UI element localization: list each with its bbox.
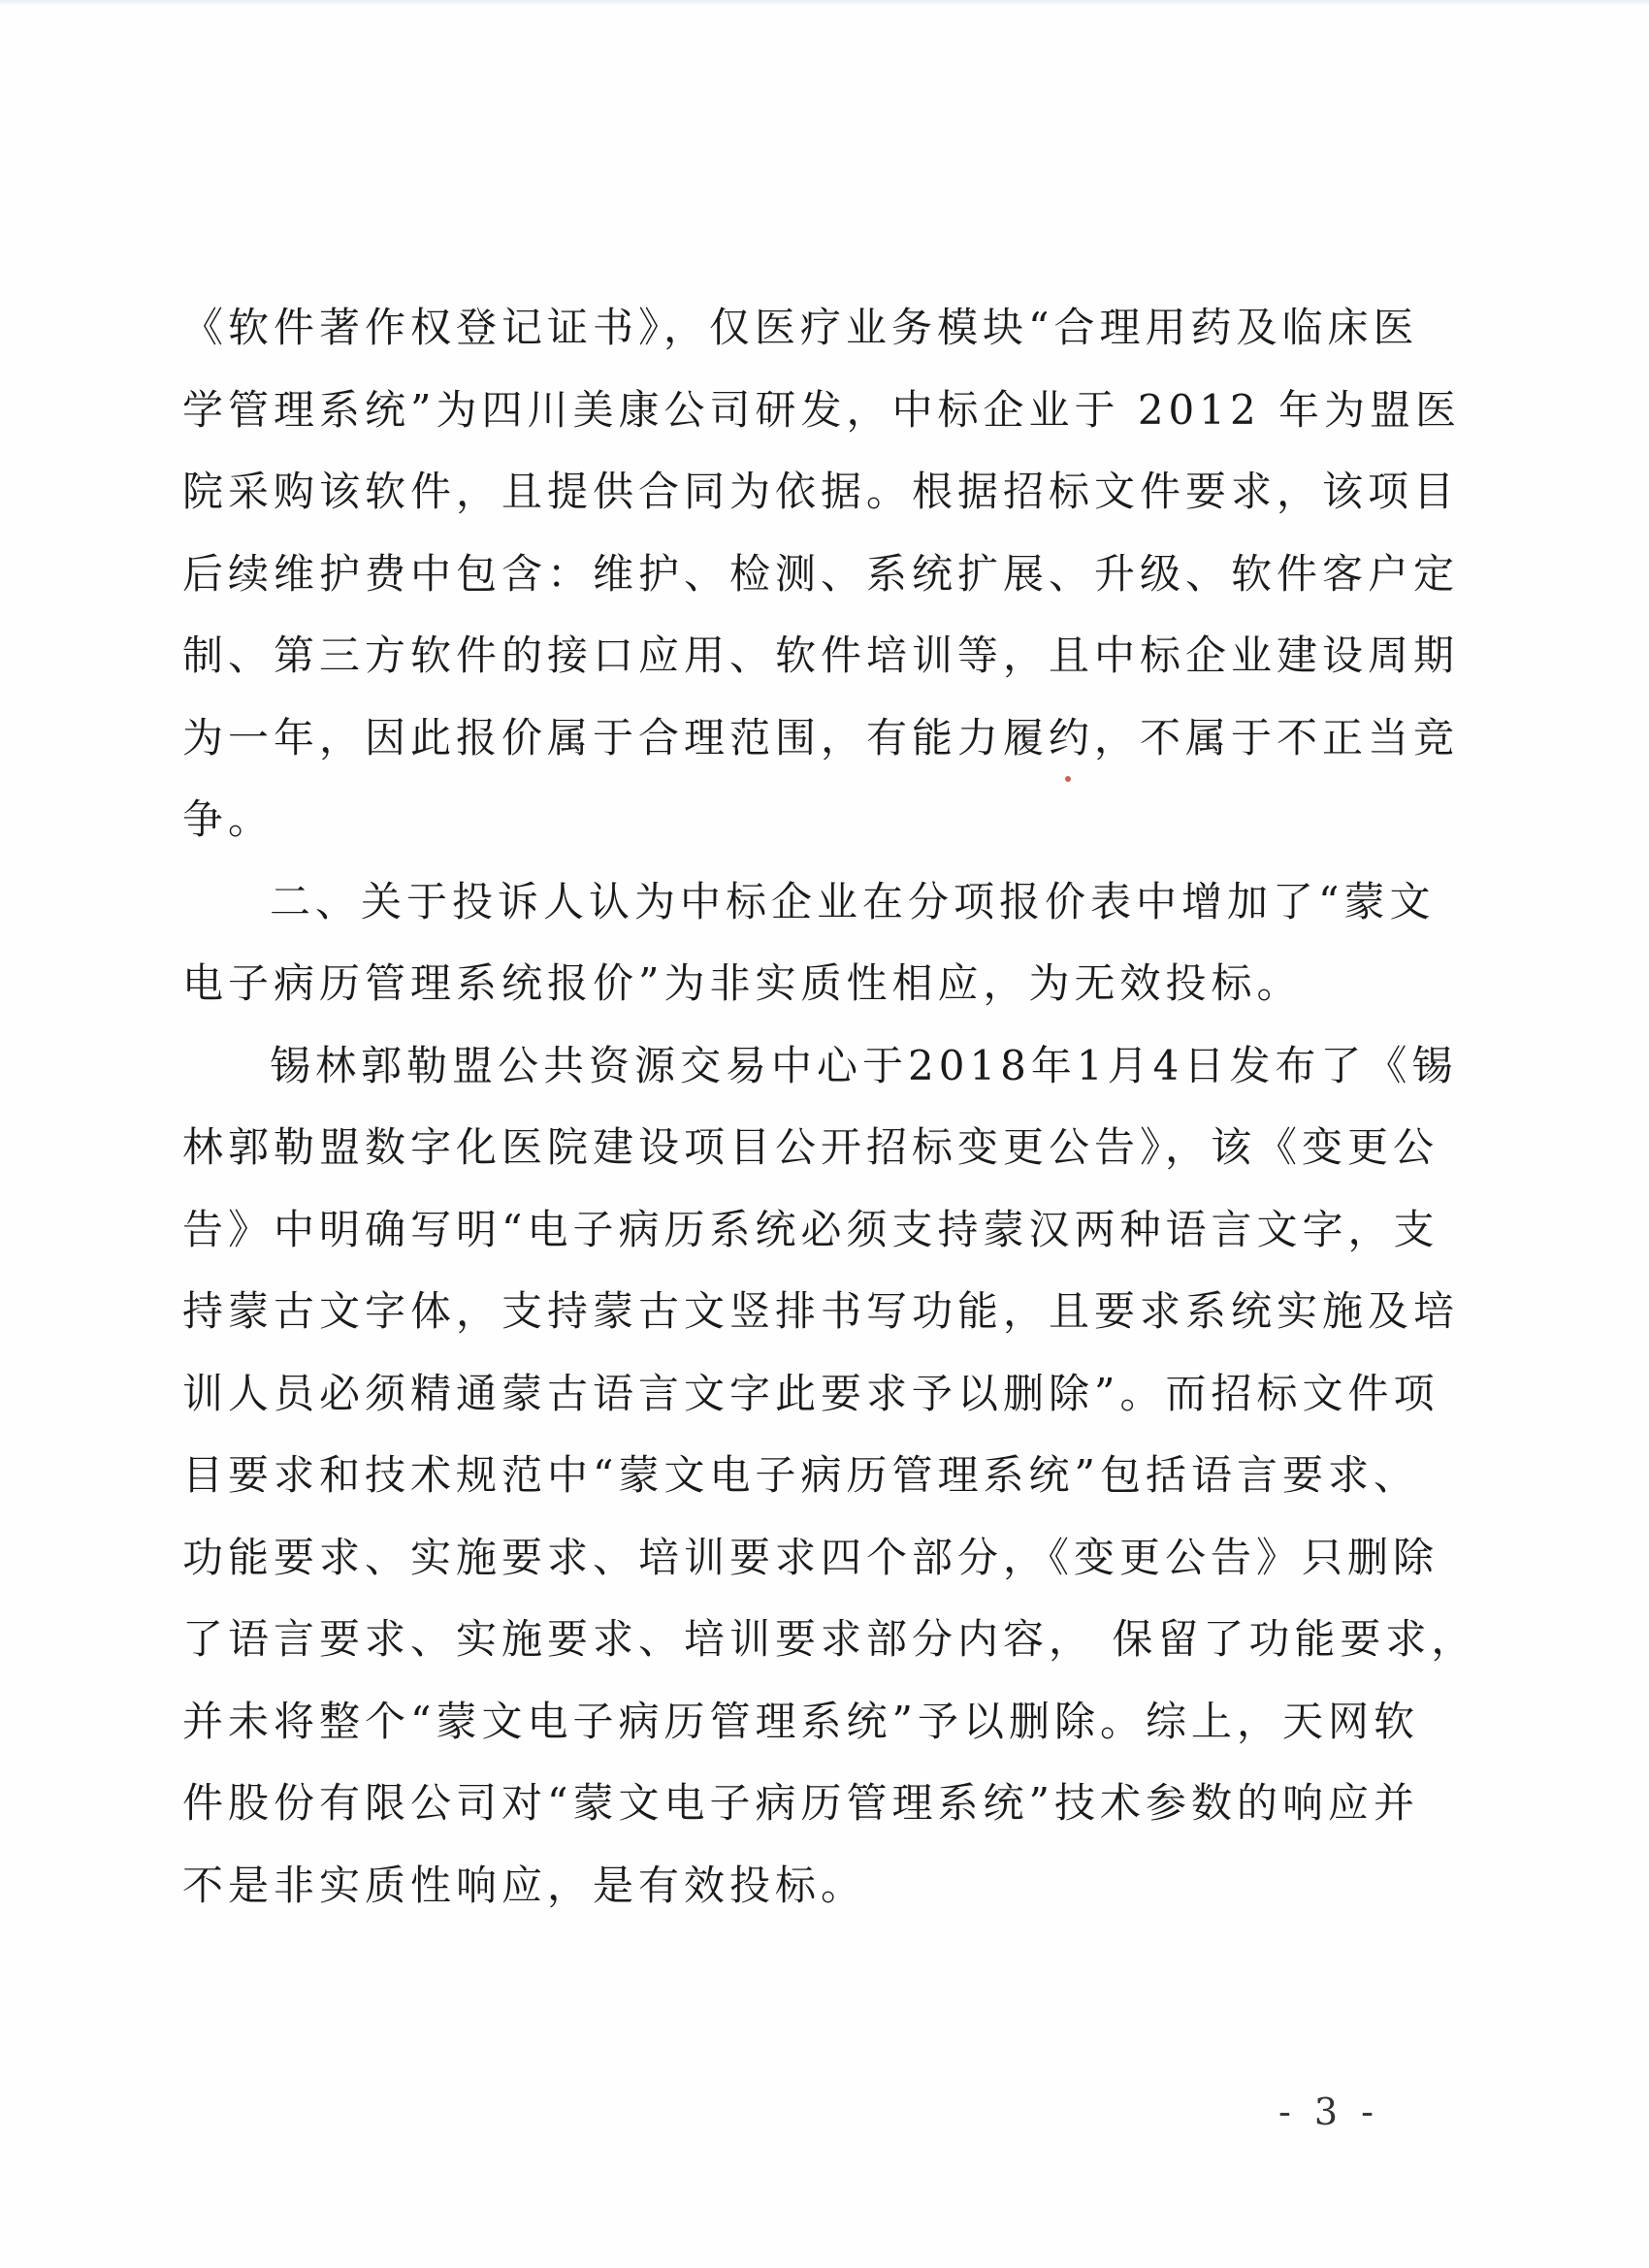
paragraph-1-line-1: 《软件著作权登记证书》，仅医疗业务模块“合理用药及临床医 (182, 304, 1419, 351)
page-number: - 3 - (1277, 2090, 1379, 2133)
paragraph-3-line-7: 功能要求、实施要求、培训要求四个部分，《变更公告》只删除 (182, 1533, 1439, 1581)
paragraph-1-line-4: 后续维护费中包含：维护、检测、系统扩展、升级、软件客户定 (182, 549, 1460, 598)
paragraph-2 (182, 861, 1436, 1025)
scan-top-edge (0, 0, 1649, 6)
paragraph-1-line-3: 院采购该软件，且提供合同为依据。根据招标文件要求，该项目 (182, 468, 1460, 515)
paragraph-3-line-3: 告》中明确写明“电子病历系统必须支持蒙汉两种语言文字，支 (182, 1205, 1439, 1253)
paragraph-3-line-9: 并未将整个“蒙文电子病历管理系统”予以删除。综上，天网软 (182, 1697, 1419, 1745)
paragraph-3-line-11: 不是非实质性响应，是有效投标。 (182, 1861, 867, 1909)
paragraph-1 (182, 287, 1462, 861)
paragraph-3-line-10: 件股份有限公司对“蒙文电子病历管理系统”技术参数的响应并 (182, 1779, 1419, 1827)
paragraph-3-line-6: 目要求和技术规范中“蒙文电子病历管理系统”包括语言要求、 (182, 1451, 1419, 1499)
document-body (182, 287, 1477, 1927)
ink-dot-mark (1065, 776, 1071, 782)
paragraph-3-line-5: 训人员必须精通蒙古语言文字此要求予以删除”。而招标文件项 (182, 1369, 1439, 1417)
paragraph-3-line-1: 锡林郭勒盟公共资源交易中心于2018年1月4日发布了《锡 (270, 1041, 1458, 1089)
paragraph-1-line-5: 制、第三方软件的接口应用、软件培训等，且中标企业建设周期 (182, 632, 1460, 679)
paragraph-1-line-6: 为一年，因此报价属于合理范围，有能力履约，不属于不正当竞 (182, 713, 1460, 761)
paragraph-3-line-8: 了语言要求、实施要求、培训要求部分内容， 保留了功能要求， (182, 1615, 1477, 1663)
paragraph-3-line-4: 持蒙古文字体，支持蒙古文竖排书写功能，且要求系统实施及培 (182, 1287, 1460, 1335)
paragraph-3-line-2: 林郭勒盟数字化医院建设项目公开招标变更公告》，该《变更公 (182, 1123, 1439, 1171)
paragraph-2-line-1: 二、关于投诉人认为中标企业在分项报价表中增加了“蒙文 (270, 877, 1436, 925)
paragraph-1-line-2: 学管理系统”为四川美康公司研发，中标企业于 2012 年为盟医 (182, 385, 1462, 434)
paragraph-1-line-7: 争。 (182, 795, 275, 843)
paragraph-2-line-2: 电子病历管理系统报价”为非实质性相应，为无效投标。 (182, 959, 1303, 1007)
paragraph-3 (182, 1025, 1477, 1928)
